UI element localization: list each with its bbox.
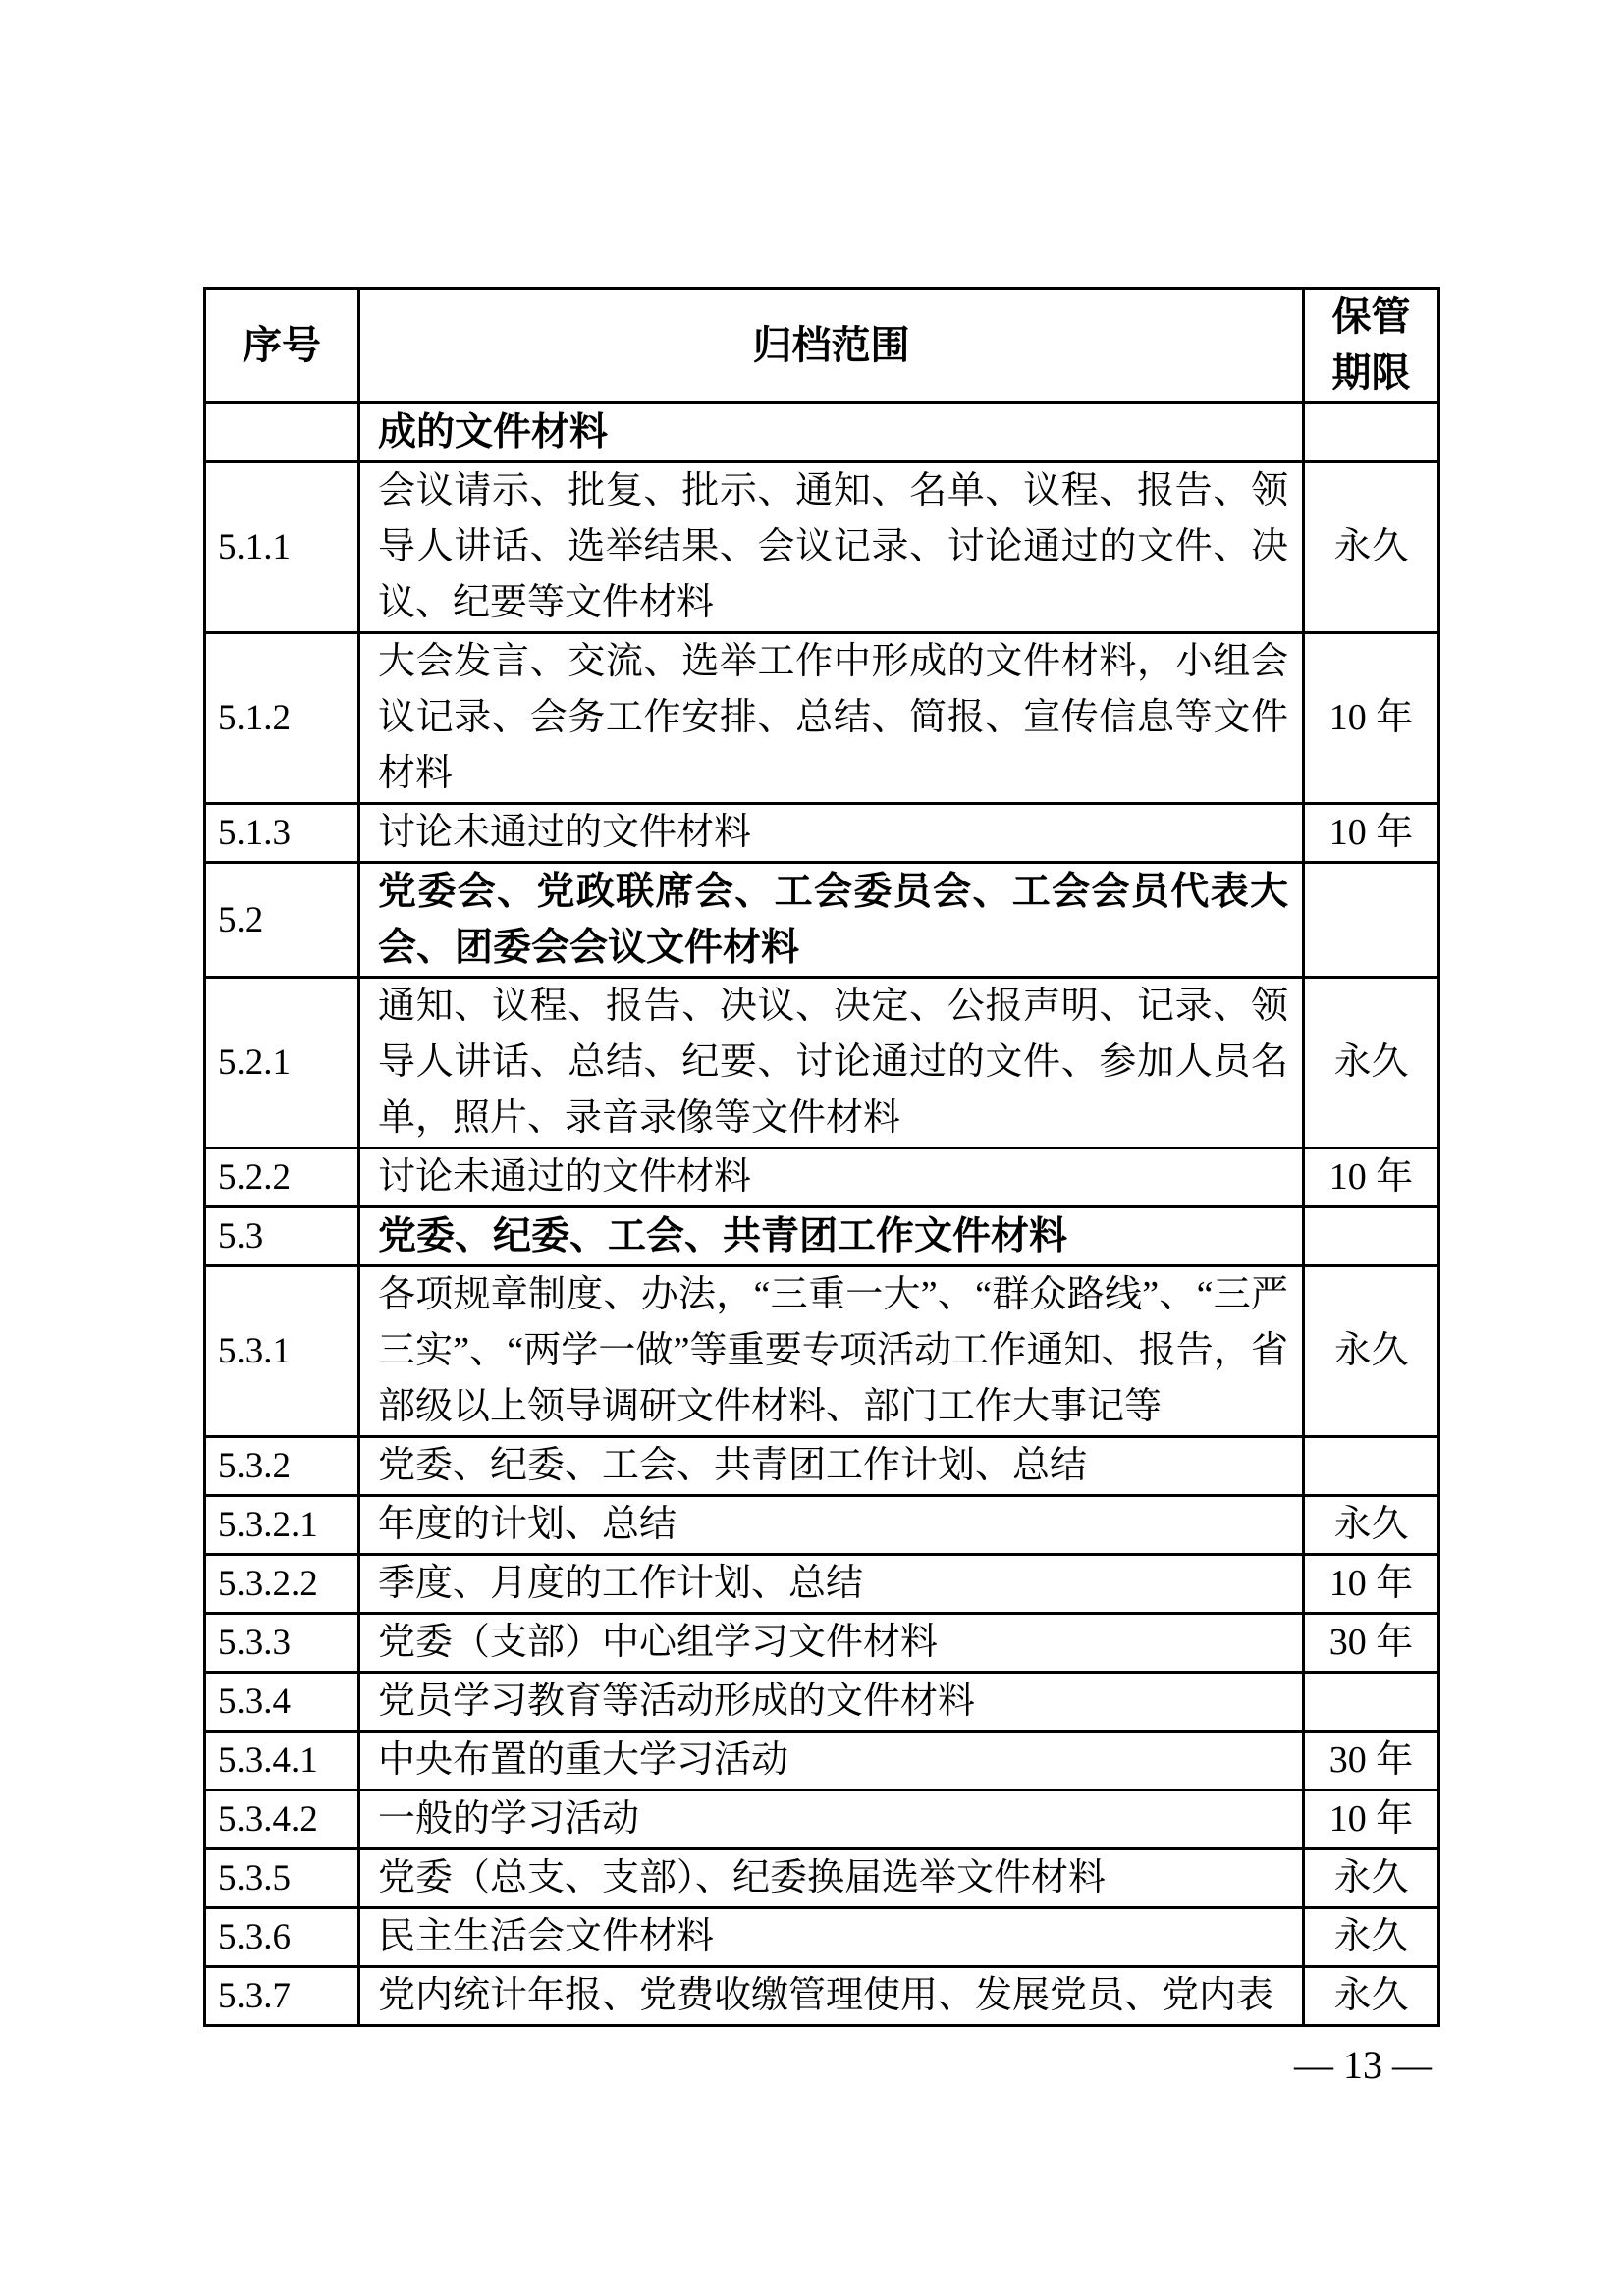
table-row xyxy=(205,1908,1439,1967)
cell-serial: 5.3 xyxy=(205,1207,359,1266)
cell-serial: 5.3.1 xyxy=(205,1266,359,1437)
header-col-retention xyxy=(1304,289,1439,403)
cell-scope: 党委会、党政联席会、工会委员会、工会会员代表大会、团委会会议文件材料 xyxy=(359,863,1304,978)
cell-serial xyxy=(205,403,359,462)
cell-scope: 大会发言、交流、选举工作中形成的文件材料，小组会议记录、会务工作安排、总结、简报、宣传信息等文件材料 xyxy=(359,633,1304,804)
cell-retention xyxy=(1304,863,1439,978)
cell-scope: 成的文件材料 xyxy=(359,403,1304,462)
cell-serial: 5.1.1 xyxy=(205,462,359,633)
cell-scope: 党委（支部）中心组学习文件材料 xyxy=(359,1614,1304,1673)
cell-serial: 5.3.4.2 xyxy=(205,1790,359,1849)
table-row xyxy=(205,403,1439,462)
table-row xyxy=(205,1437,1439,1496)
cell-scope: 通知、议程、报告、决议、决定、公报声明、记录、领导人讲话、总结、纪要、讨论通过的文件、参加人员名单，照片、录音录像等文件材料 xyxy=(359,978,1304,1148)
cell-retention: 10 年 xyxy=(1304,633,1439,804)
cell-retention: 永久 xyxy=(1304,1266,1439,1437)
cell-retention: 30 年 xyxy=(1304,1614,1439,1673)
table-row xyxy=(205,1732,1439,1790)
cell-retention xyxy=(1304,1673,1439,1732)
cell-serial: 5.3.3 xyxy=(205,1614,359,1673)
cell-retention: 30 年 xyxy=(1304,1732,1439,1790)
cell-serial: 5.1.2 xyxy=(205,633,359,804)
cell-scope: 季度、月度的工作计划、总结 xyxy=(359,1555,1304,1614)
cell-retention: 永久 xyxy=(1304,1967,1439,2026)
cell-serial: 5.3.7 xyxy=(205,1967,359,2026)
cell-serial: 5.1.3 xyxy=(205,804,359,863)
header-col-scope: 归档范围 xyxy=(359,289,1304,403)
table-row xyxy=(205,1496,1439,1555)
retention-table xyxy=(203,287,1440,2027)
table-row xyxy=(205,1790,1439,1849)
cell-retention: 永久 xyxy=(1304,1908,1439,1967)
table-row xyxy=(205,1555,1439,1614)
cell-scope: 党委、纪委、工会、共青团工作计划、总结 xyxy=(359,1437,1304,1496)
cell-scope: 党员学习教育等活动形成的文件材料 xyxy=(359,1673,1304,1732)
cell-serial: 5.3.6 xyxy=(205,1908,359,1967)
table-row xyxy=(205,978,1439,1148)
table-row xyxy=(205,804,1439,863)
table-row xyxy=(205,1849,1439,1908)
table-header-row xyxy=(205,289,1439,403)
table-row xyxy=(205,1207,1439,1266)
cell-retention: 永久 xyxy=(1304,1849,1439,1908)
cell-scope: 党委（总支、支部）、纪委换届选举文件材料 xyxy=(359,1849,1304,1908)
cell-retention: 10 年 xyxy=(1304,1148,1439,1207)
cell-retention: 永久 xyxy=(1304,1496,1439,1555)
cell-serial: 5.2 xyxy=(205,863,359,978)
cell-scope: 民主生活会文件材料 xyxy=(359,1908,1304,1967)
page-number: — 13 — xyxy=(1294,2043,1432,2087)
cell-retention: 10 年 xyxy=(1304,1790,1439,1849)
cell-scope: 党委、纪委、工会、共青团工作文件材料 xyxy=(359,1207,1304,1266)
table-row xyxy=(205,462,1439,633)
table-row xyxy=(205,1148,1439,1207)
table-row xyxy=(205,1266,1439,1437)
cell-retention xyxy=(1304,1437,1439,1496)
cell-serial: 5.2.2 xyxy=(205,1148,359,1207)
cell-retention: 永久 xyxy=(1304,978,1439,1148)
cell-scope: 会议请示、批复、批示、通知、名单、议程、报告、领导人讲话、选举结果、会议记录、讨论通过的文件、决议、纪要等文件材料 xyxy=(359,462,1304,633)
table-row xyxy=(205,1673,1439,1732)
cell-retention xyxy=(1304,1207,1439,1266)
header-col-serial: 序号 xyxy=(205,289,359,403)
cell-serial: 5.3.4.1 xyxy=(205,1732,359,1790)
cell-serial: 5.3.4 xyxy=(205,1673,359,1732)
cell-serial: 5.3.2.1 xyxy=(205,1496,359,1555)
cell-serial: 5.3.2.2 xyxy=(205,1555,359,1614)
cell-serial: 5.2.1 xyxy=(205,978,359,1148)
table-row xyxy=(205,863,1439,978)
cell-scope: 讨论未通过的文件材料 xyxy=(359,804,1304,863)
table-row xyxy=(205,1614,1439,1673)
cell-scope: 年度的计划、总结 xyxy=(359,1496,1304,1555)
cell-serial: 5.3.5 xyxy=(205,1849,359,1908)
table-row xyxy=(205,633,1439,804)
cell-scope: 党内统计年报、党费收缴管理使用、发展党员、党内表 xyxy=(359,1967,1304,2026)
cell-retention xyxy=(1304,403,1439,462)
cell-retention: 永久 xyxy=(1304,462,1439,633)
cell-serial: 5.3.2 xyxy=(205,1437,359,1496)
cell-scope: 各项规章制度、办法，“三重一大”、“群众路线”、“三严三实”、“两学一做”等重要专项活动工作通知、报告，省部级以上领导调研文件材料、部门工作大事记等 xyxy=(359,1266,1304,1437)
cell-scope: 一般的学习活动 xyxy=(359,1790,1304,1849)
cell-scope: 中央布置的重大学习活动 xyxy=(359,1732,1304,1790)
cell-retention: 10 年 xyxy=(1304,804,1439,863)
table-row xyxy=(205,1967,1439,2026)
cell-retention: 10 年 xyxy=(1304,1555,1439,1614)
cell-scope: 讨论未通过的文件材料 xyxy=(359,1148,1304,1207)
header-col-retention-label: 保管期限 xyxy=(1331,295,1411,395)
